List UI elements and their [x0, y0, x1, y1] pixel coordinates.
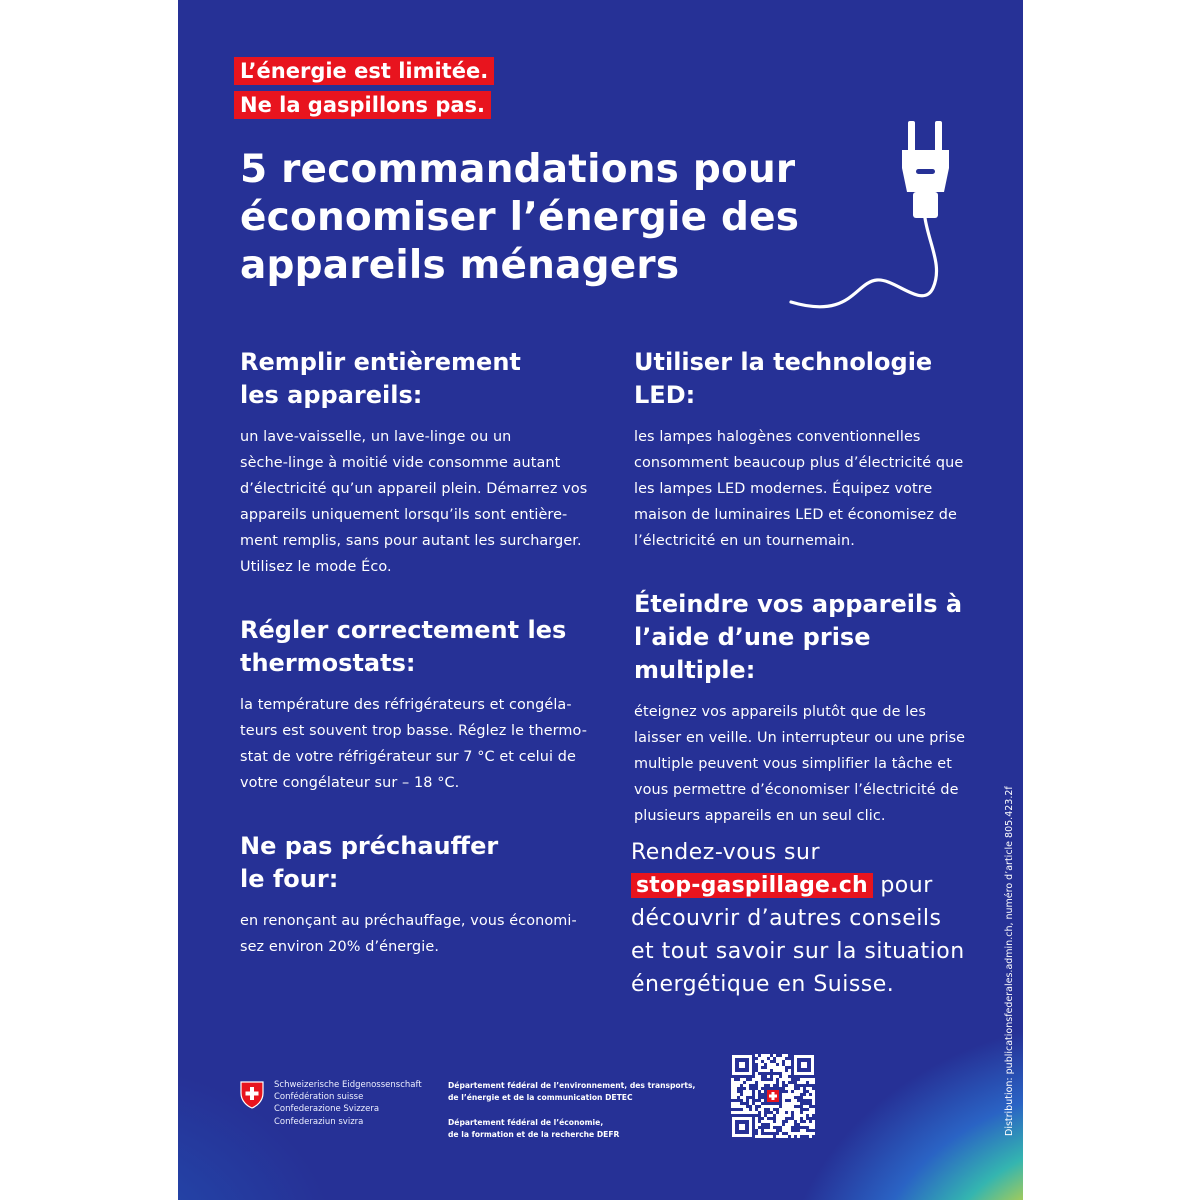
- department-defr: Département fédéral de l’économie, de la formation et de la recherche DEFR: [448, 1118, 620, 1139]
- headline-tag-2: Ne la gaspillons pas.: [234, 91, 491, 119]
- section-body: un lave-vaisselle, un lave-linge ou un sèche-linge à moitié vide consomme autant d’électricité qu’un appareil plein. Démarrez vos appareils uniquement lorsqu’ils sont entière- ment remplis, sans pour autant les surcharger. Utilisez le mode Éco.: [240, 429, 588, 575]
- cta-line: énergétique en Suisse.: [631, 972, 895, 997]
- title-line-3: appareils ménagers: [240, 243, 680, 288]
- section-body: les lampes halogènes conventionnelles consomment beaucoup plus d’électricité que les lampes LED modernes. Équipez votre maison de luminaires LED et économisez de l’électricité en un tournemain.: [634, 429, 964, 549]
- cta-intro: Rendez-vous sur: [631, 840, 820, 865]
- title-line-2: économiser l’énergie des: [240, 195, 800, 240]
- distribution-note: Distribution: publicationsfederales.admin.ch, numéro d’article 805.423.2f: [1004, 786, 1015, 1136]
- section-heading: Ne pas préchauffer le four:: [240, 832, 499, 893]
- section-heading: Remplir entièrement les appareils:: [240, 348, 521, 409]
- energy-poster: [178, 0, 1023, 1200]
- department-detec: Département fédéral de l’environnement, des transports, de l’énergie et de la communication DETEC: [448, 1081, 696, 1102]
- section-heading: Éteindre vos appareils à l’aide d’une prise multiple:: [634, 590, 963, 684]
- section-thermostats: [240, 614, 595, 796]
- qr-code-icon[interactable]: [731, 1054, 815, 1138]
- section-led: [634, 346, 979, 554]
- cta-line: découvrir d’autres conseils: [631, 906, 942, 931]
- section-body: en renonçant au préchauffage, vous économi- sez environ 20% d’énergie.: [240, 913, 577, 955]
- cta-after-link: pour: [872, 873, 933, 898]
- swiss-shield-icon: [240, 1081, 264, 1109]
- section-heading: Utiliser la technologie LED:: [634, 348, 933, 409]
- call-to-action: [631, 836, 981, 1001]
- section-oven: [240, 830, 595, 960]
- plug-icon: [783, 116, 963, 321]
- section-heading: Régler correctement les thermostats:: [240, 616, 567, 677]
- confederation-logo: [240, 1079, 440, 1129]
- website-link[interactable]: stop-gaspillage.ch: [631, 873, 873, 898]
- title-line-1: 5 recommandations pour: [240, 147, 796, 192]
- cta-link-line: [631, 869, 981, 902]
- section-body: éteignez vos appareils plutôt que de les laisser en veille. Un interrupteur ou une prise multiple peuvent vous simplifier la tâche et vous permettre d’économiser l’électricité de plusieurs appareils en un seul clic.: [634, 704, 966, 824]
- cta-line: et tout savoir sur la situation: [631, 939, 965, 964]
- section-fill-appliances: [240, 346, 595, 580]
- confederation-names: Schweizerische Eidgenossenschaft Confédération suisse Confederazione Svizzera Confederaziun svizra: [274, 1080, 422, 1127]
- section-power-strip: [634, 588, 979, 829]
- headline-tag-1: L’énergie est limitée.: [234, 57, 494, 85]
- section-body: la température des réfrigérateurs et congéla- teurs est souvent trop basse. Réglez le thermo- stat de votre réfrigérateur sur 7 °C et celui de votre congélateur sur – 18 °C.: [240, 697, 588, 791]
- poster-title: [240, 146, 820, 290]
